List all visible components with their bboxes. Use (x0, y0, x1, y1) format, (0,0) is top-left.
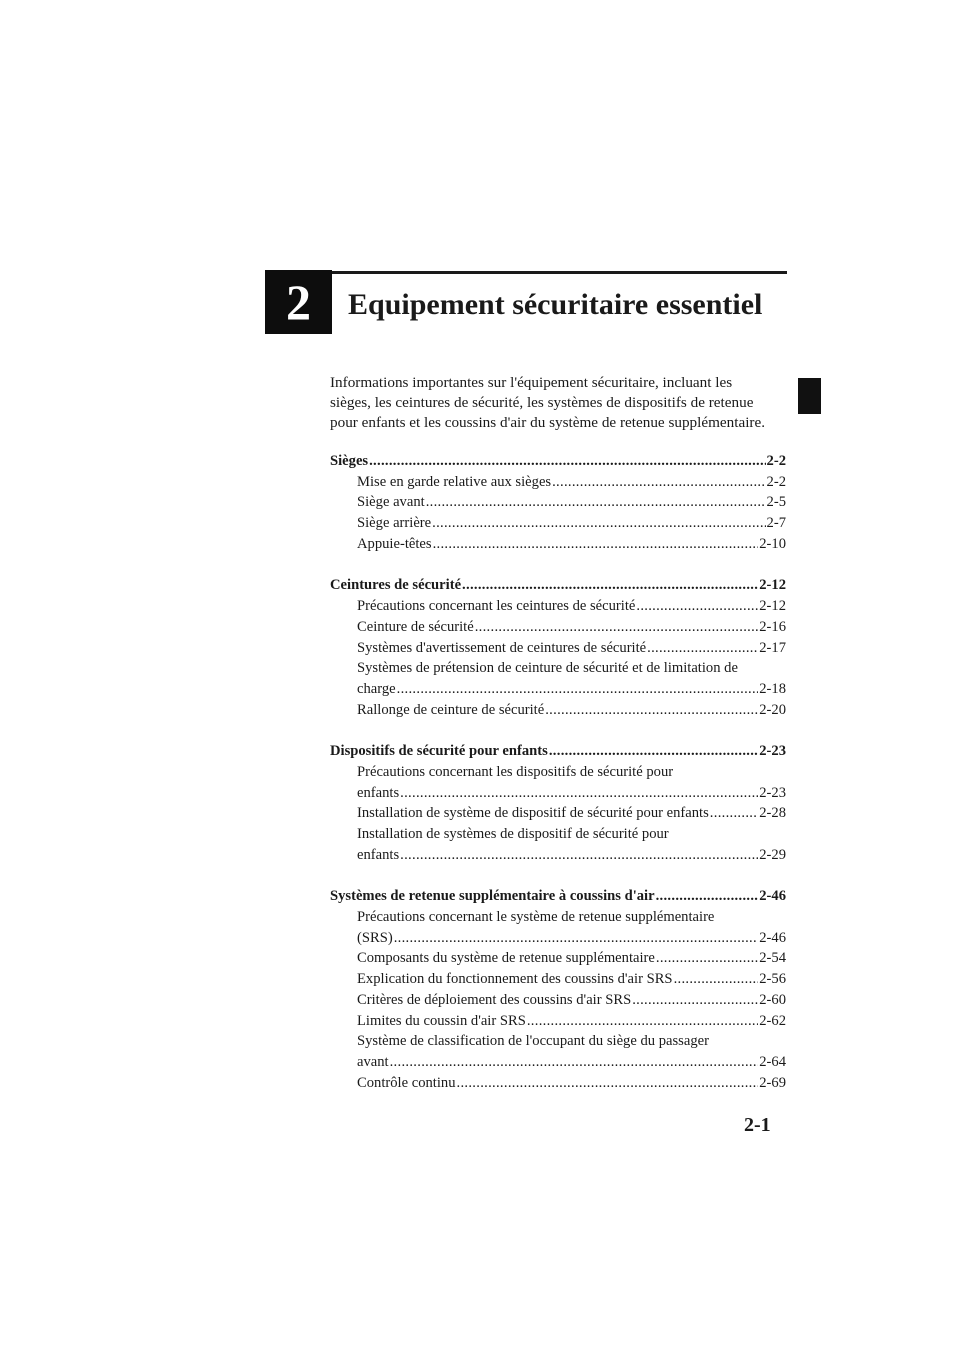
toc-entry-label: Système de classification de l'occupant du siège du passager (357, 1033, 709, 1050)
toc-entry-label: Composants du système de retenue supplémentaire (357, 950, 655, 967)
leader-dots (400, 845, 758, 866)
toc-entry[interactable] (330, 472, 786, 493)
toc-page-ref: 2-46 (759, 888, 786, 905)
toc-page-ref: 2-28 (759, 805, 786, 822)
toc-entry-continuation[interactable] (330, 783, 786, 804)
leader-dots (552, 472, 765, 493)
leader-dots (426, 492, 766, 513)
toc-entry-first-line[interactable] (330, 1031, 786, 1052)
toc-entry-label: Appuie-têtes (357, 535, 432, 552)
toc-page-ref: 2-2 (766, 453, 786, 469)
toc-entry-continuation[interactable] (330, 845, 786, 866)
leader-dots (475, 617, 759, 638)
leader-dots (457, 1073, 759, 1094)
toc-page-ref: 2-23 (759, 743, 786, 760)
toc-entry-label: Systèmes de prétension de ceinture de sécurité et de limitation de (357, 660, 738, 677)
toc-entry-label: Installation de systèmes de dispositif de sécurité pour (357, 826, 669, 842)
toc-section-entry[interactable] (330, 741, 786, 762)
toc-section-title: Ceintures de sécurité (330, 577, 462, 594)
toc-section-belts (330, 575, 786, 720)
leader-dots (369, 451, 765, 472)
chapter-intro (330, 373, 790, 433)
toc-entry-label: Ceinture de sécurité (357, 618, 474, 635)
toc-entry[interactable] (330, 492, 786, 513)
leader-dots (710, 803, 758, 824)
toc-entry-first-line[interactable] (330, 658, 786, 679)
toc-page-ref: 2-69 (759, 1074, 786, 1091)
toc-section-child-restraints (330, 741, 786, 865)
toc-section-title: Dispositifs de sécurité pour enfants (330, 743, 548, 760)
toc-page-ref: 2-56 (759, 971, 786, 988)
toc-page-ref: 2-60 (759, 991, 786, 1008)
toc-entry-first-line[interactable] (330, 824, 786, 845)
toc-entry-label: Explication du fonctionnement des coussins d'air SRS (357, 971, 673, 988)
toc-page-ref: 2-5 (766, 494, 786, 511)
toc-entry[interactable] (330, 969, 786, 990)
leader-dots (390, 1052, 759, 1073)
toc-page-ref: 2-46 (759, 929, 786, 946)
toc-entry-continuation[interactable] (330, 1052, 786, 1073)
toc-page-ref: 2-20 (759, 701, 786, 718)
toc-entry-label: Critères de déploiement des coussins d'air SRS (357, 991, 632, 1008)
leader-dots (674, 969, 759, 990)
page-number: 2-1 (744, 1114, 771, 1136)
leader-dots (545, 700, 758, 721)
leader-dots (656, 886, 759, 907)
toc-entry[interactable] (330, 638, 786, 659)
toc-page-ref: 2-7 (766, 515, 786, 532)
toc-entry[interactable] (330, 803, 786, 824)
toc-entry-label: avant (357, 1053, 389, 1070)
toc-entry-continuation[interactable] (330, 679, 786, 700)
leader-dots (397, 679, 759, 700)
toc-entry[interactable] (330, 534, 786, 555)
toc-entry[interactable] (330, 596, 786, 617)
toc-entry-label: Siège avant (357, 494, 425, 511)
intro-line: Informations importantes sur l'équipement sécuritaire, incluant les (330, 374, 733, 391)
toc-page-ref: 2-23 (759, 784, 786, 801)
leader-dots (549, 741, 758, 762)
toc-entry-label: Siège arrière (357, 515, 432, 532)
toc-entry[interactable] (330, 948, 786, 969)
toc-entry[interactable] (330, 1011, 786, 1032)
toc-entry-label: Mise en garde relative aux sièges (357, 473, 552, 490)
toc-entry-first-line[interactable] (330, 762, 786, 783)
toc-page-ref: 2-12 (759, 577, 786, 594)
toc-entry-continuation[interactable] (330, 928, 786, 949)
leader-dots (647, 638, 758, 659)
toc-section-title: Sièges (330, 453, 369, 469)
toc-entry[interactable] (330, 700, 786, 721)
leader-dots (400, 783, 758, 804)
toc-entry-label: charge (357, 680, 396, 697)
leader-dots (462, 575, 758, 596)
toc-entry-label: Installation de système de dispositif de sécurité pour enfants (357, 805, 709, 822)
toc-entry-label: Limites du coussin d'air SRS (357, 1012, 526, 1029)
toc-section-seats (330, 451, 786, 554)
leader-dots (432, 513, 765, 534)
toc-section-entry[interactable] (330, 886, 786, 907)
toc-entry-label: enfants (357, 846, 400, 863)
toc-entry-label: Précautions concernant les dispositifs de sécurité pour (357, 763, 674, 780)
toc-entry-first-line[interactable] (330, 907, 786, 928)
toc-entry-label: (SRS) (357, 929, 393, 946)
toc-section-srs-airbags (330, 886, 786, 1093)
chapter-number: 2 (286, 274, 311, 330)
chapter-side-tab (798, 378, 821, 414)
chapter-number-block (265, 270, 332, 334)
leader-dots (527, 1011, 758, 1032)
toc-entry[interactable] (330, 513, 786, 534)
toc-entry-label: Contrôle continu (357, 1074, 456, 1091)
leader-dots (632, 990, 758, 1011)
toc-entry-label: Précautions concernant les ceintures de sécurité (357, 598, 636, 615)
leader-dots (656, 948, 758, 969)
toc-page-ref: 2-17 (759, 639, 786, 656)
toc-page-ref: 2-2 (766, 473, 786, 490)
intro-line: pour enfants et les coussins d'air du système de retenue supplémentaire. (330, 414, 766, 431)
toc-section-entry[interactable] (330, 575, 786, 596)
toc-page-ref: 2-62 (759, 1012, 786, 1029)
toc-entry-label: Systèmes d'avertissement de ceintures de sécurité (357, 639, 647, 656)
toc-entry-label: Rallonge de ceinture de sécurité (357, 701, 545, 718)
intro-line: sièges, les ceintures de sécurité, les systèmes de dispositifs de retenue (330, 394, 754, 411)
leader-dots (433, 534, 759, 555)
leader-dots (394, 928, 759, 949)
title-rule (332, 271, 787, 274)
toc-entry[interactable] (330, 1073, 786, 1094)
toc-section-entry[interactable] (330, 451, 786, 472)
toc-entry-label: Précautions concernant le système de retenue supplémentaire (357, 909, 715, 926)
toc-page-ref: 2-29 (759, 846, 786, 863)
toc-page-ref: 2-18 (759, 680, 786, 697)
toc-entry[interactable] (330, 617, 786, 638)
chapter-title: Equipement sécuritaire essentiel (348, 288, 763, 321)
toc-section-title: Systèmes de retenue supplémentaire à coussins d'air (330, 888, 655, 905)
toc-page-ref: 2-54 (759, 950, 786, 967)
toc-page-ref: 2-16 (759, 618, 786, 635)
leader-dots (636, 596, 758, 617)
table-of-contents (330, 451, 786, 1114)
toc-entry-label: enfants (357, 784, 400, 801)
toc-page-ref: 2-64 (759, 1053, 786, 1070)
toc-page-ref: 2-12 (759, 598, 786, 615)
toc-page-ref: 2-10 (759, 535, 786, 552)
toc-entry[interactable] (330, 990, 786, 1011)
